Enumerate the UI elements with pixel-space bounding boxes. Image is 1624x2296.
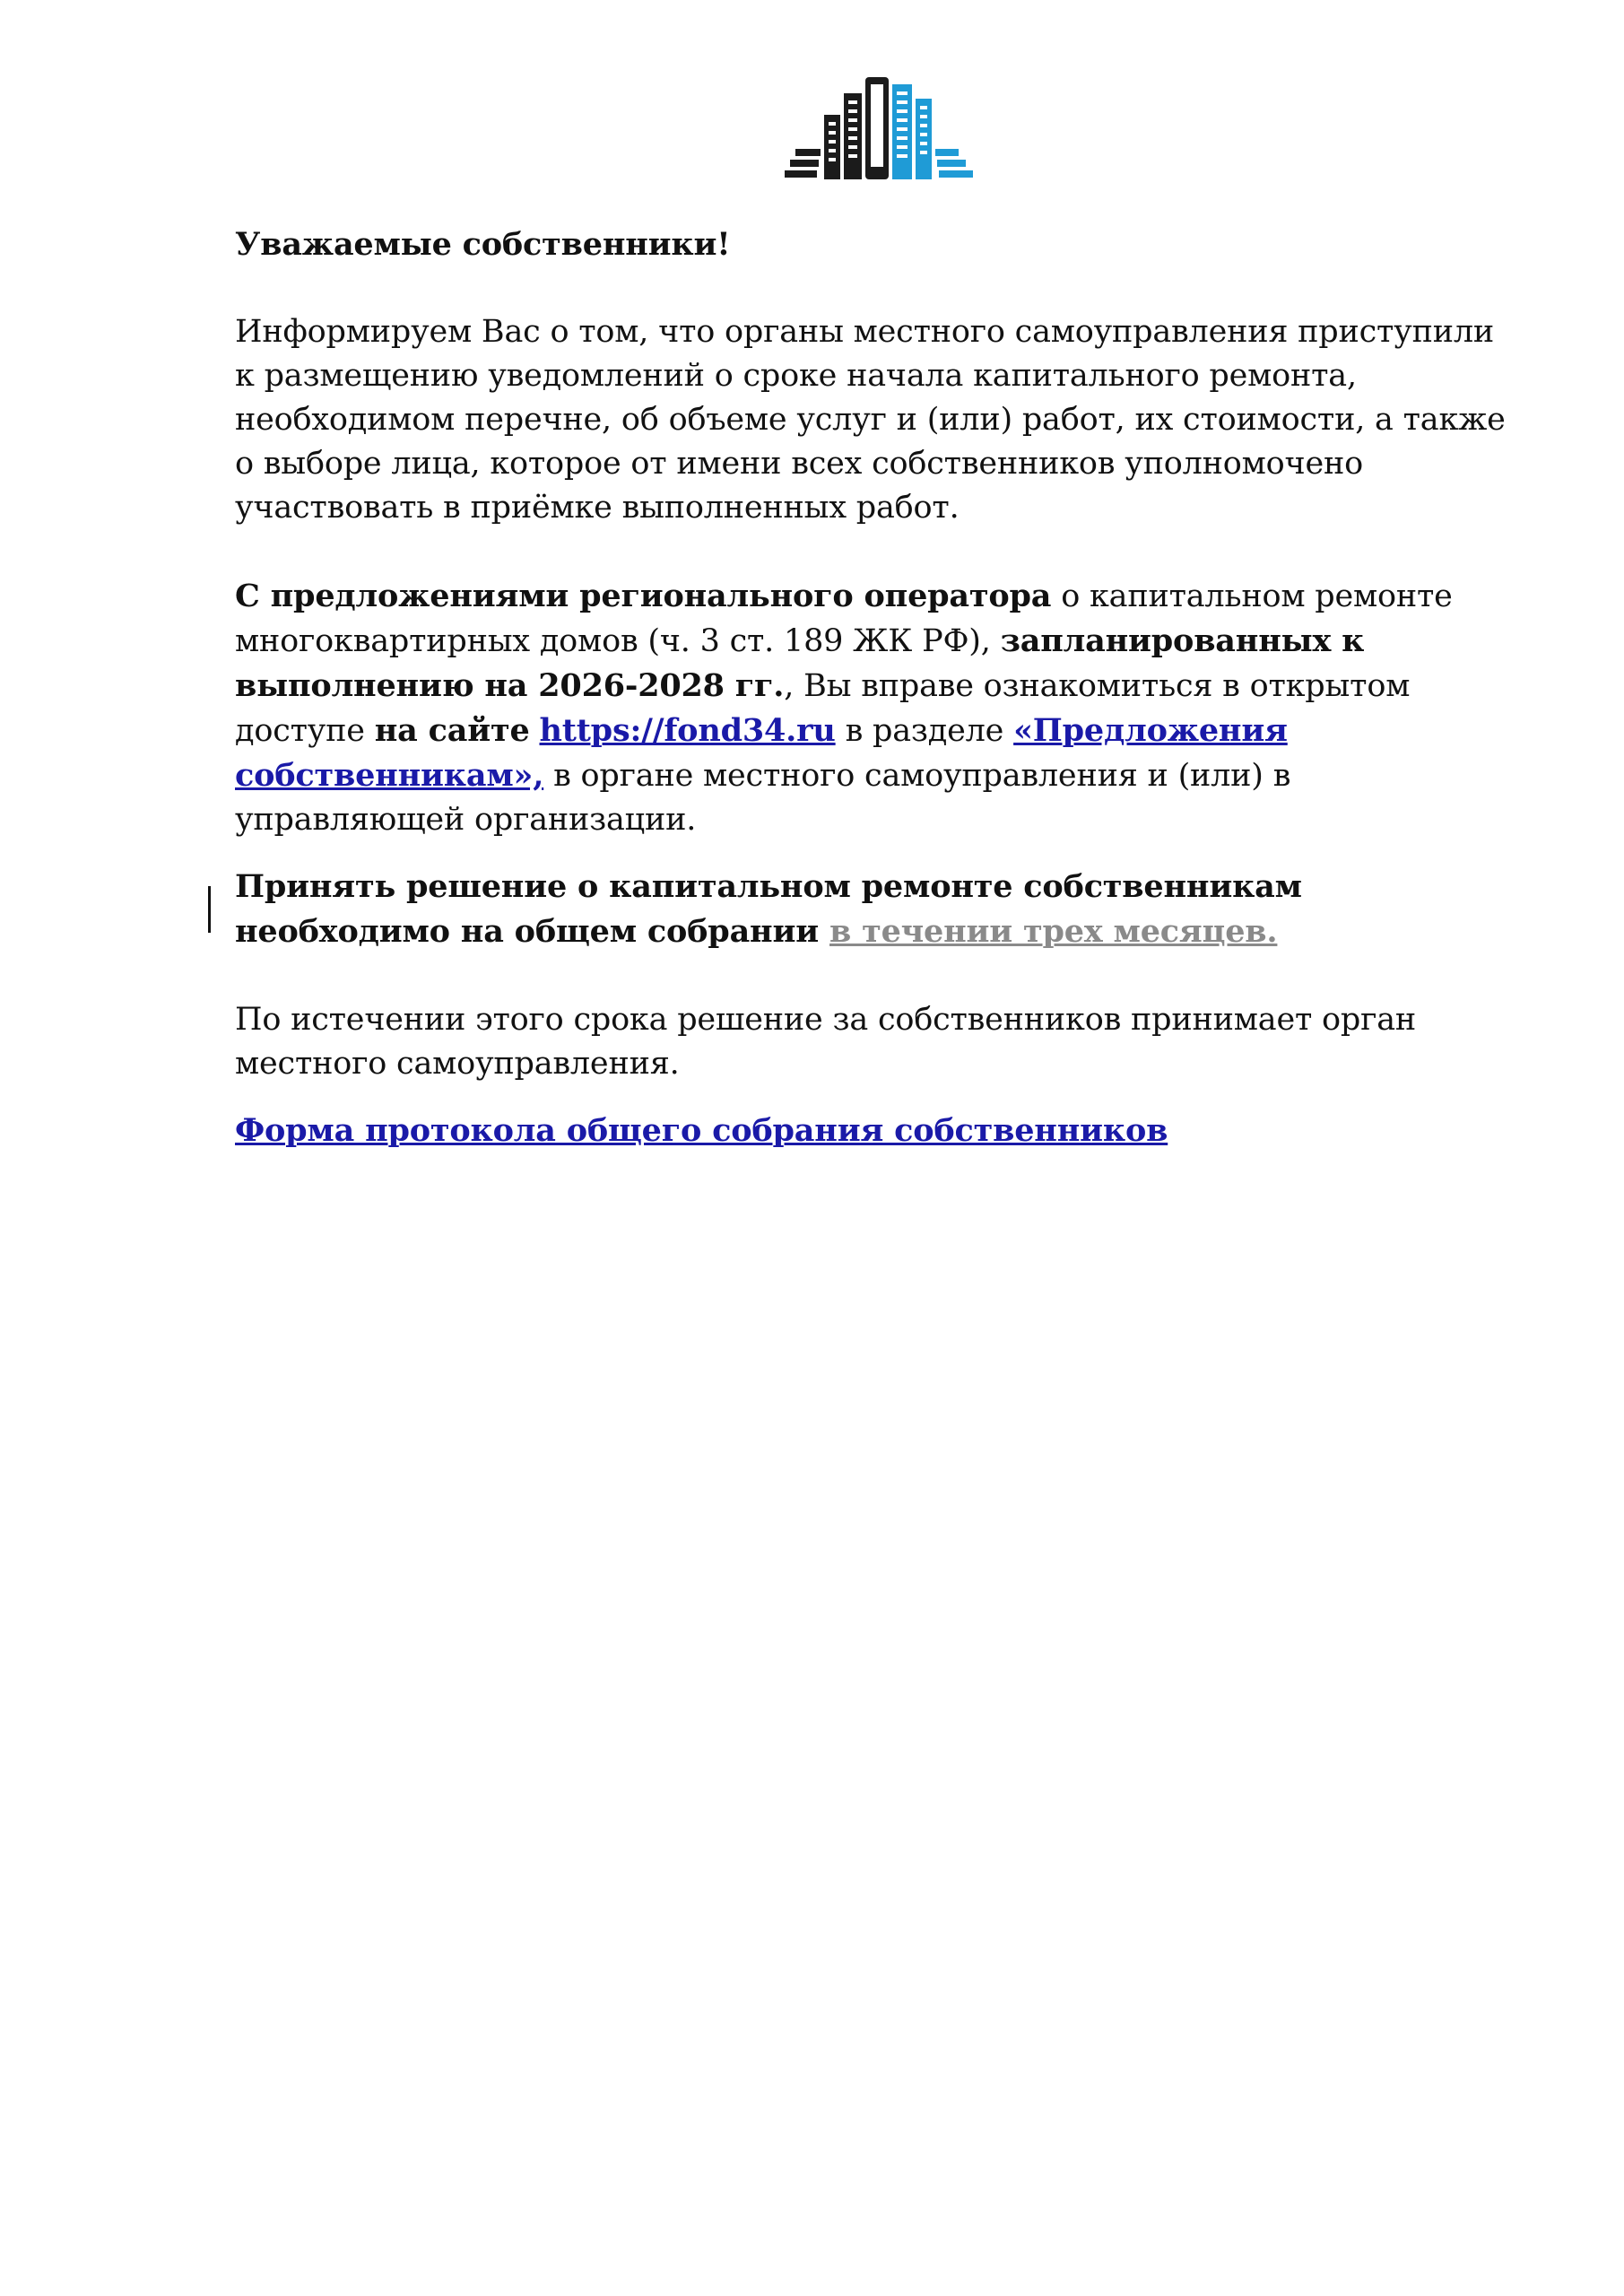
offers-text-5: в органе местного самоуправления и (или) в управляющей организации. — [235, 758, 1291, 838]
text-cursor — [208, 886, 211, 933]
greeting-heading: Уважаемые собственники! — [235, 226, 731, 263]
offers-text-4: в разделе — [835, 713, 1014, 749]
offers-bold-intro: С предложениями регионального оператора — [235, 578, 1052, 614]
offers-text-1: о капитальном ремонте многоквартирных домов (ч. 3 ст. 189 ЖК РФ), — [235, 578, 1453, 659]
form-paragraph — [235, 1109, 1508, 1153]
deadline-link[interactable]: в течении трех месяцев. — [829, 913, 1278, 950]
offers-text-2: , Вы вправе ознакомиться в открытом доступе — [235, 668, 1411, 749]
offers-bold-site: на сайте — [374, 712, 530, 749]
site-link[interactable]: https://fond34.ru — [539, 712, 836, 749]
offers-bold-planned: запланированных к выполнению на 2026-2028 гг. — [235, 622, 1365, 704]
decision-paragraph — [235, 865, 1508, 954]
offers-text-3 — [530, 713, 540, 749]
section-link[interactable]: «Предложения собственникам», — [235, 712, 1288, 794]
protocol-form-link[interactable]: Форма протокола общего собрания собственников — [235, 1112, 1168, 1149]
decision-bold-text: Принять решение о капитальном ремонте собственникам необходимо на общем собрании — [235, 868, 1302, 950]
after-paragraph: По истечении этого срока решение за собственников принимает орган местного самоуправления. — [235, 1002, 1417, 1082]
offers-paragraph — [235, 574, 1508, 842]
inform-paragraph: Информируем Вас о том, что органы местного самоуправления приступили к размещению уведомлений о сроке начала капитального ремонта, необходимом перечне, об объеме услуг и (или) работ, их стоимости, а также о выборе лица, которое от имени всех собственников уполномочено участвовать в приёмке выполненных работ. — [235, 314, 1506, 526]
city-buildings-logo-icon — [785, 72, 973, 197]
document-body — [235, 222, 1508, 1153]
